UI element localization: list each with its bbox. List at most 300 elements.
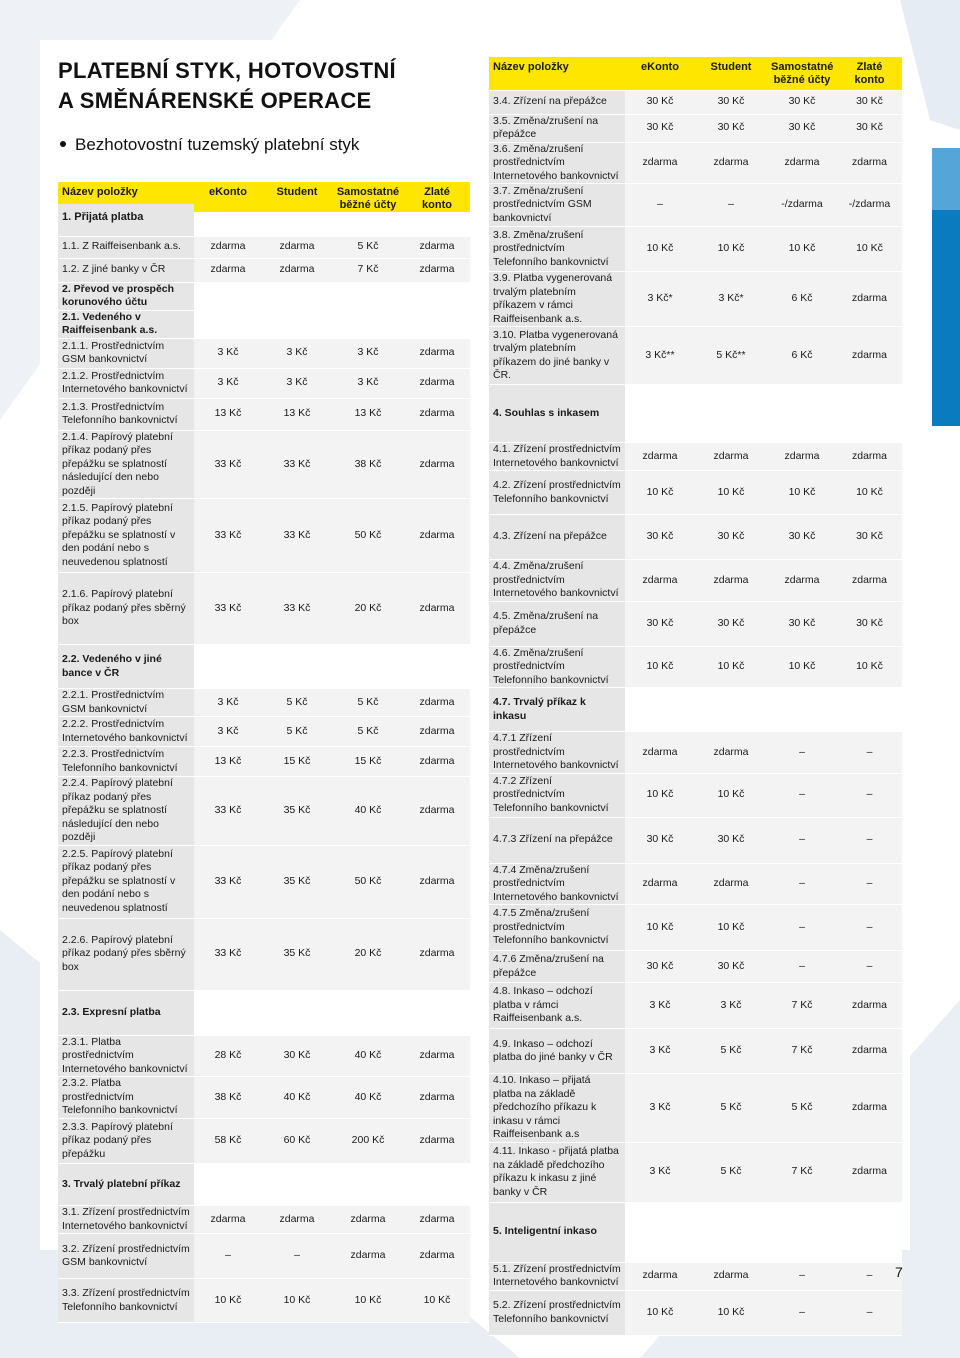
page-number: 7 (895, 1264, 903, 1280)
section-blank-cell (767, 385, 837, 443)
row-label: 4.6. Změna/zrušení prostřednictvím Telefonního bankovnictví (489, 646, 625, 688)
row-value-col2: zdarma (695, 443, 767, 471)
section-blank-cell (625, 688, 695, 732)
row-value-col3: 50 Kč (332, 845, 404, 918)
row-label: 4.7.6 Změna/zrušení na přepážce (489, 951, 625, 983)
row-value-col1: zdarma (625, 142, 695, 184)
section-row (58, 645, 470, 689)
row-value-col2: zdarma (695, 863, 767, 905)
row-label: 4.1. Zřízení prostřednictvím Internetového bankovnictví (489, 443, 625, 471)
section-heading: 5. Inteligentní inkaso (489, 1202, 625, 1262)
row-value-col4: – (837, 905, 902, 951)
row-value-col4: 30 Kč (837, 515, 902, 560)
row-value-col1: 10 Kč (625, 773, 695, 817)
row-value-col3: 30 Kč (767, 515, 837, 560)
row-value-col3: 3 Kč (332, 368, 404, 398)
header-col3: Samostatné běžné účty (332, 182, 404, 236)
row-label: 3.4. Zřízení na přepážce (489, 90, 625, 114)
row-value-col3: 13 Kč (332, 398, 404, 430)
row-value-col1: zdarma (625, 560, 695, 602)
row-value-col1: 3 Kč* (625, 272, 695, 327)
header-col4: Zlaté konto (404, 182, 470, 236)
table-row (489, 560, 902, 602)
row-value-col3: zdarma (767, 142, 837, 184)
row-value-col4: zdarma (837, 983, 902, 1029)
section-heading: 2. Převod ve prospěch korunového účtu (58, 282, 194, 310)
row-value-col4: zdarma (404, 236, 470, 258)
row-value-col2: 10 Kč (695, 1290, 767, 1335)
row-value-col3: 7 Kč (767, 1029, 837, 1074)
section-bullet-text: Bezhotovostní tuzemský platební styk (75, 135, 360, 154)
row-value-col1: 30 Kč (625, 817, 695, 863)
row-value-col3: 30 Kč (767, 90, 837, 114)
table-row (489, 601, 902, 646)
row-value-col2: 40 Kč (262, 1077, 332, 1119)
row-value-col1: 3 Kč (194, 338, 262, 368)
row-value-col4: zdarma (404, 1119, 470, 1164)
fee-table-left (58, 182, 470, 1323)
row-value-col3: – (767, 1262, 837, 1290)
row-value-col1: 3 Kč (194, 689, 262, 717)
section-heading: 4.7. Trvalý příkaz k inkasu (489, 688, 625, 732)
row-value-col3: 40 Kč (332, 1077, 404, 1119)
row-value-col1: 33 Kč (194, 918, 262, 990)
table-row (58, 1279, 470, 1323)
table-row (489, 515, 902, 560)
section-blank-cell (625, 1202, 695, 1262)
table-row (489, 327, 902, 385)
row-value-col2: 10 Kč (695, 905, 767, 951)
table-row (58, 1077, 470, 1119)
fee-table-right (489, 57, 902, 1336)
row-value-col1: 13 Kč (194, 398, 262, 430)
row-value-col1: 3 Kč** (625, 327, 695, 385)
row-value-col4: – (837, 863, 902, 905)
table-row (58, 258, 470, 282)
header-col4: Zlaté konto (837, 57, 902, 90)
row-label: 4.3. Zřízení na přepážce (489, 515, 625, 560)
row-value-col4: 30 Kč (837, 90, 902, 114)
row-value-col2: 30 Kč (695, 817, 767, 863)
section-blank-cell (262, 310, 332, 338)
row-label: 2.1.6. Papírový platební příkaz podaný přes sběrný box (58, 573, 194, 645)
section-blank-cell (837, 688, 902, 732)
row-value-col1: 58 Kč (194, 1119, 262, 1164)
section-heading: 1. Přijatá platba (62, 211, 144, 223)
row-value-col2: 30 Kč (695, 114, 767, 142)
row-label: 4.5. Změna/zrušení na přepážce (489, 601, 625, 646)
row-value-col2: 15 Kč (262, 747, 332, 777)
row-label: 2.2.5. Papírový platební příkaz podaný přes přepážku se splatností v den podání nebo s neuvedenou splatností (58, 845, 194, 918)
section-blank-cell (262, 282, 332, 310)
row-value-col1: – (194, 1234, 262, 1279)
row-value-col3: 10 Kč (767, 227, 837, 272)
row-label: 2.3.1. Platba prostřednictvím Internetového bankovnictví (58, 1035, 194, 1077)
row-value-col3: 15 Kč (332, 747, 404, 777)
table-row (489, 1290, 902, 1335)
row-value-col1: 33 Kč (194, 430, 262, 499)
section-blank-cell (262, 1164, 332, 1206)
row-value-col4: zdarma (837, 142, 902, 184)
row-label: 2.1.3. Prostřednictvím Telefonního bankovnictví (58, 398, 194, 430)
table-header-row (58, 182, 470, 236)
row-value-col2: 5 Kč (695, 1074, 767, 1143)
row-value-col4: zdarma (404, 368, 470, 398)
row-value-col3: 6 Kč (767, 272, 837, 327)
row-value-col4: zdarma (404, 689, 470, 717)
section-heading: 3. Trvalý platební příkaz (58, 1164, 194, 1206)
table-row (489, 646, 902, 688)
section-row (58, 1164, 470, 1206)
row-value-col1: 33 Kč (194, 573, 262, 645)
table-row (489, 732, 902, 774)
section-blank-cell (404, 990, 470, 1035)
row-value-col1: – (625, 184, 695, 227)
row-value-col3: 50 Kč (332, 499, 404, 573)
table-row (489, 863, 902, 905)
section-blank-cell (625, 385, 695, 443)
row-value-col2: 13 Kč (262, 398, 332, 430)
row-value-col2: 3 Kč (262, 368, 332, 398)
table-row (489, 272, 902, 327)
row-value-col4: zdarma (837, 272, 902, 327)
table-row (58, 368, 470, 398)
row-value-col4: – (837, 773, 902, 817)
row-label: 4.7.5 Změna/zrušení prostřednictvím Telefonního bankovnictví (489, 905, 625, 951)
row-value-col1: 13 Kč (194, 747, 262, 777)
page-title-line2: A SMĚNÁRENSKÉ OPERACE (58, 88, 372, 113)
table-row (58, 1206, 470, 1234)
row-value-col1: 33 Kč (194, 777, 262, 846)
row-value-col1: zdarma (194, 1206, 262, 1234)
row-value-col2: zdarma (262, 258, 332, 282)
row-value-col2: 30 Kč (695, 515, 767, 560)
section-blank-cell (404, 282, 470, 310)
table-row (489, 1029, 902, 1074)
row-value-col4: zdarma (404, 1234, 470, 1279)
row-value-col3: 10 Kč (332, 1279, 404, 1323)
row-value-col1: 3 Kč (625, 983, 695, 1029)
row-label: 4.10. Inkaso – přijatá platba na základě předchozího příkazu k inkasu v rámci Raiffeisenbank a.s (489, 1074, 625, 1143)
row-value-col3: 10 Kč (767, 471, 837, 515)
section-blank-cell (262, 990, 332, 1035)
row-value-col3: zdarma (332, 1206, 404, 1234)
row-value-col3: -/zdarma (767, 184, 837, 227)
row-value-col4: 10 Kč (837, 646, 902, 688)
row-value-col1: 30 Kč (625, 601, 695, 646)
row-label: 3.3. Zřízení prostřednictvím Telefonního bankovnictví (58, 1279, 194, 1323)
table-row (489, 983, 902, 1029)
row-label: 2.3.2. Platba prostřednictvím Telefonního bankovnictví (58, 1077, 194, 1119)
table-row (489, 227, 902, 272)
row-value-col1: zdarma (194, 258, 262, 282)
section-blank-cell (332, 645, 404, 689)
row-value-col2: 60 Kč (262, 1119, 332, 1164)
table-row (489, 142, 902, 184)
header-col3: Samostatné běžné účty (767, 57, 837, 90)
row-value-col1: 3 Kč (625, 1029, 695, 1074)
row-value-col4: 30 Kč (837, 114, 902, 142)
section-blank-cell (404, 645, 470, 689)
row-label: 4.7.2 Zřízení prostřednictvím Telefonního bankovnictví (489, 773, 625, 817)
row-value-col4: -/zdarma (837, 184, 902, 227)
row-value-col4: zdarma (404, 499, 470, 573)
row-value-col1: zdarma (625, 732, 695, 774)
row-value-col4: zdarma (837, 1074, 902, 1143)
header-name-label: Název položky (62, 186, 138, 198)
row-value-col4: – (837, 732, 902, 774)
table-row (58, 689, 470, 717)
row-value-col3: 40 Kč (332, 777, 404, 846)
row-label: 5.1. Zřízení prostřednictvím Internetového bankovnictví (489, 1262, 625, 1290)
row-value-col1: zdarma (625, 1262, 695, 1290)
row-label: 2.2.3. Prostřednictvím Telefonního bankovnictví (58, 747, 194, 777)
row-value-col1: zdarma (194, 236, 262, 258)
table-row (489, 1142, 902, 1202)
row-value-col4: 10 Kč (837, 471, 902, 515)
row-label: 4.7.1 Zřízení prostřednictvím Internetového bankovnictví (489, 732, 625, 774)
row-label: 3.5. Změna/zrušení na přepážce (489, 114, 625, 142)
section-blank-cell (837, 1202, 902, 1262)
table-row (58, 499, 470, 573)
header-col2: Student (262, 182, 332, 236)
row-label: 2.2.6. Papírový platební příkaz podaný přes sběrný box (58, 918, 194, 990)
row-value-col1: 10 Kč (625, 1290, 695, 1335)
row-label: 4.7.4 Změna/zrušení prostřednictvím Internetového bankovnictví (489, 863, 625, 905)
row-label: 4.8. Inkaso – odchozí platba v rámci Raiffeisenbank a.s. (489, 983, 625, 1029)
row-value-col3: – (767, 1290, 837, 1335)
section-blank-cell (194, 282, 262, 310)
row-value-col4: zdarma (404, 573, 470, 645)
row-label: 3.6. Změna/zrušení prostřednictvím Internetového bankovnictví (489, 142, 625, 184)
row-value-col4: zdarma (404, 777, 470, 846)
row-value-col3: zdarma (767, 560, 837, 602)
section-blank-cell (767, 1202, 837, 1262)
row-label: 3.8. Změna/zrušení prostřednictvím Telefonního bankovnictví (489, 227, 625, 272)
row-value-col2: 30 Kč (695, 90, 767, 114)
row-label: 2.3.3. Papírový platební příkaz podaný přes přepážku (58, 1119, 194, 1164)
row-value-col3: – (767, 773, 837, 817)
table-row (58, 1234, 470, 1279)
section-blank-cell (404, 310, 470, 338)
table-row (489, 905, 902, 951)
row-value-col1: 10 Kč (625, 646, 695, 688)
row-value-col3: 7 Kč (332, 258, 404, 282)
row-value-col2: – (262, 1234, 332, 1279)
section-blank-cell (332, 282, 404, 310)
row-value-col3: 30 Kč (767, 601, 837, 646)
row-label: 4.9. Inkaso – odchozí platba do jiné banky v ČR (489, 1029, 625, 1074)
row-value-col1: 3 Kč (194, 717, 262, 747)
row-value-col2: 5 Kč** (695, 327, 767, 385)
table-row (489, 1262, 902, 1290)
row-value-col1: 3 Kč (194, 368, 262, 398)
bullet-dot-icon (60, 141, 66, 147)
table-row (58, 338, 470, 368)
row-label: 3.10. Platba vygenerovaná trvalým platebním příkazem do jiné banky v ČR. (489, 327, 625, 385)
row-value-col4: – (837, 1290, 902, 1335)
section-blank-cell (332, 1164, 404, 1206)
section-row (489, 385, 902, 443)
row-value-col4: zdarma (404, 1035, 470, 1077)
section-row (58, 310, 470, 338)
section-blank-cell (194, 310, 262, 338)
section-row (58, 282, 470, 310)
row-value-col4: zdarma (837, 443, 902, 471)
row-value-col2: 30 Kč (695, 601, 767, 646)
row-value-col4: zdarma (404, 430, 470, 499)
header-name-label: Název položky (493, 61, 569, 73)
row-value-col2: 5 Kč (695, 1029, 767, 1074)
section-heading: 2.1. Vedeného v Raiffeisenbank a.s. (58, 310, 194, 338)
row-label: 1.1. Z Raiffeisenbank a.s. (58, 236, 194, 258)
row-value-col1: 3 Kč (625, 1142, 695, 1202)
table-row (58, 845, 470, 918)
row-value-col2: 10 Kč (695, 773, 767, 817)
row-value-col3: – (767, 817, 837, 863)
row-value-col1: 33 Kč (194, 845, 262, 918)
table-row (58, 717, 470, 747)
header-name (489, 57, 625, 90)
table-row (58, 398, 470, 430)
row-label: 5.2. Zřízení prostřednictvím Telefonního bankovnictví (489, 1290, 625, 1335)
row-label: 2.2.2. Prostřednictvím Internetového bankovnictví (58, 717, 194, 747)
row-value-col4: zdarma (404, 918, 470, 990)
table-row (58, 918, 470, 990)
row-value-col4: zdarma (404, 747, 470, 777)
section-blank-cell (262, 645, 332, 689)
page-title (58, 56, 396, 116)
section-row (489, 688, 902, 732)
row-value-col1: 10 Kč (625, 227, 695, 272)
row-value-col4: 10 Kč (404, 1279, 470, 1323)
row-value-col3: 7 Kč (767, 1142, 837, 1202)
row-label: 2.2.1. Prostřednictvím GSM bankovnictví (58, 689, 194, 717)
header-name (58, 182, 194, 236)
row-value-col3: – (767, 732, 837, 774)
row-label: 3.1. Zřízení prostřednictvím Internetového bankovnictví (58, 1206, 194, 1234)
row-value-col4: zdarma (404, 845, 470, 918)
section-heading: 4. Souhlas s inkasem (489, 385, 625, 443)
row-value-col2: zdarma (695, 560, 767, 602)
section-blank-cell (695, 385, 767, 443)
row-value-col3: 20 Kč (332, 918, 404, 990)
row-value-col2: 10 Kč (262, 1279, 332, 1323)
row-value-col4: zdarma (404, 1077, 470, 1119)
table-row (58, 430, 470, 499)
section-blank-cell (194, 990, 262, 1035)
page-title-line1: PLATEBNÍ STYK, HOTOVOSTNÍ (58, 58, 396, 83)
row-value-col4: zdarma (404, 398, 470, 430)
row-value-col2: zdarma (262, 236, 332, 258)
row-value-col4: zdarma (837, 560, 902, 602)
row-label: 3.9. Platba vygenerovaná trvalým platebním příkazem v rámci Raiffeisenbank a.s. (489, 272, 625, 327)
row-value-col2: 3 Kč* (695, 272, 767, 327)
row-value-col2: 33 Kč (262, 573, 332, 645)
row-value-col3: 6 Kč (767, 327, 837, 385)
table-row (58, 573, 470, 645)
row-value-col1: 30 Kč (625, 90, 695, 114)
section-blank-cell (695, 1202, 767, 1262)
row-value-col2: – (695, 184, 767, 227)
row-value-col3: 3 Kč (332, 338, 404, 368)
row-value-col4: zdarma (404, 1206, 470, 1234)
row-value-col4: 30 Kč (837, 601, 902, 646)
row-value-col4: – (837, 1262, 902, 1290)
section-blank-cell (404, 1164, 470, 1206)
row-value-col2: 35 Kč (262, 918, 332, 990)
row-value-col4: – (837, 951, 902, 983)
table-row (58, 1035, 470, 1077)
row-value-col2: 10 Kč (695, 646, 767, 688)
row-value-col1: 3 Kč (625, 1074, 695, 1143)
row-value-col1: 30 Kč (625, 515, 695, 560)
table-row (58, 777, 470, 846)
row-label: 4.7.3 Zřízení na přepážce (489, 817, 625, 863)
row-label: 2.1.1. Prostřednictvím GSM bankovnictví (58, 338, 194, 368)
row-value-col2: 5 Kč (262, 717, 332, 747)
row-value-col4: zdarma (837, 327, 902, 385)
section-blank-cell (194, 645, 262, 689)
section-blank-cell (332, 310, 404, 338)
row-value-col2: 10 Kč (695, 227, 767, 272)
table-row (489, 443, 902, 471)
row-value-col2: zdarma (695, 1262, 767, 1290)
row-value-col1: 30 Kč (625, 114, 695, 142)
row-value-col1: 28 Kč (194, 1035, 262, 1077)
row-label: 3.7. Změna/zrušení prostřednictvím GSM bankovnictví (489, 184, 625, 227)
table-row (489, 1074, 902, 1143)
row-value-col2: 33 Kč (262, 499, 332, 573)
table-row (489, 114, 902, 142)
row-value-col1: 10 Kč (625, 471, 695, 515)
section-blank-cell (332, 990, 404, 1035)
section-bullet (60, 135, 359, 155)
table-row (489, 773, 902, 817)
row-value-col2: 10 Kč (695, 471, 767, 515)
row-value-col1: 10 Kč (194, 1279, 262, 1323)
table-row (58, 1119, 470, 1164)
row-value-col4: zdarma (837, 1142, 902, 1202)
row-value-col3: – (767, 905, 837, 951)
row-value-col2: 33 Kč (262, 430, 332, 499)
row-value-col3: – (767, 951, 837, 983)
row-label: 3.2. Zřízení prostřednictvím GSM bankovnictví (58, 1234, 194, 1279)
section-blank-cell (695, 688, 767, 732)
section-blank-cell (194, 1164, 262, 1206)
row-label: 2.1.4. Papírový platební příkaz podaný přes přepážku se splatností následující den nebo později (58, 430, 194, 499)
table-row (489, 951, 902, 983)
row-value-col2: 5 Kč (262, 689, 332, 717)
row-value-col1: 38 Kč (194, 1077, 262, 1119)
table-header-row (489, 57, 902, 90)
row-value-col2: zdarma (695, 142, 767, 184)
row-value-col4: – (837, 817, 902, 863)
row-value-col1: 10 Kč (625, 905, 695, 951)
row-value-col3: 40 Kč (332, 1035, 404, 1077)
section-row (489, 1202, 902, 1262)
row-value-col3: 10 Kč (767, 646, 837, 688)
row-label: 2.1.5. Papírový platební příkaz podaný přes přepážku se splatností v den podání nebo s neuvedenou splatností (58, 499, 194, 573)
row-value-col3: 5 Kč (332, 717, 404, 747)
row-value-col2: 35 Kč (262, 777, 332, 846)
row-value-col1: 30 Kč (625, 951, 695, 983)
row-value-col2: 35 Kč (262, 845, 332, 918)
row-value-col3: 7 Kč (767, 983, 837, 1029)
row-label: 2.2.4. Papírový platební příkaz podaný přes přepážku se splatností následující den nebo později (58, 777, 194, 846)
row-value-col2: zdarma (262, 1206, 332, 1234)
row-value-col3: 5 Kč (332, 236, 404, 258)
